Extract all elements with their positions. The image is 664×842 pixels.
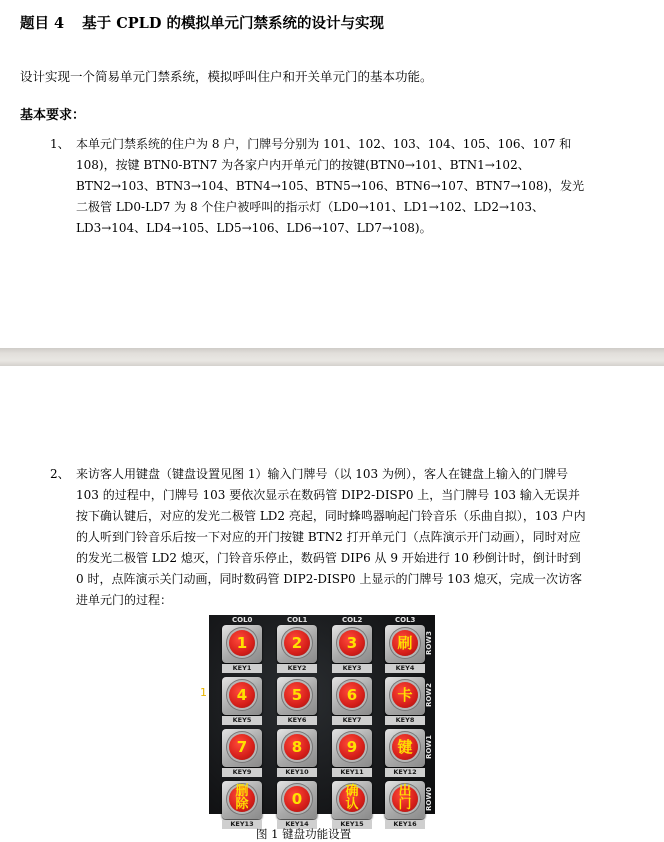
- key-label: 4: [236, 686, 248, 704]
- keypad-photo: [209, 615, 435, 828]
- keypad-key: [277, 729, 317, 767]
- column-label: COL0: [232, 616, 253, 624]
- keypad-key: [277, 781, 317, 819]
- key-label: 7: [236, 738, 248, 756]
- row-label: ROW0: [425, 787, 433, 811]
- key-label: 刷: [397, 634, 413, 652]
- key-label: 6: [346, 686, 358, 704]
- stray-mark: 1: [200, 686, 207, 699]
- key-name-plate: KEY16: [385, 820, 425, 829]
- item-text: 来访客人用键盘（键盘设置见图 1）输入门牌号（以 103 为例），客人在键盘上输入的门牌号 103 的过程中，门牌号 103 要依次显示在数码管 DIP2-DISP0 上，当门牌号 103 输入无误并按下确认键后，对应的发光二极管 LD2 亮起，同时蜂鸣器响起门铃音乐（乐曲自拟），103 户内的人听到门铃音乐后按一下对应的开门按键 BTN2 打开单元门（点阵演示开门动画），同时对应的发光二极管 LD2 熄灭，门铃音乐停止，数码管 DIP6 从 9 开始进行 10 秒倒计时，倒计时到 0 时，点阵演示关门动画，同时数码管 DIP2-DISP0 上显示的门牌号 103 熄灭，完成一次访客进单元门的过程：: [76, 467, 586, 607]
- keypad-key: [385, 729, 425, 767]
- key-name-plate: KEY1: [222, 664, 262, 673]
- key-label: 删 除: [235, 784, 249, 812]
- key-label: 8: [291, 738, 303, 756]
- key-label: 2: [291, 634, 303, 652]
- keypad-key: [332, 781, 372, 819]
- keypad-key: [222, 677, 262, 715]
- page-separator: [0, 348, 664, 366]
- document-page-2: [0, 366, 664, 841]
- keypad-key: [277, 625, 317, 663]
- key-label: 0: [291, 790, 303, 808]
- key-name-plate: KEY10: [277, 768, 317, 777]
- row-label: ROW1: [425, 735, 433, 759]
- row-label: ROW3: [425, 631, 433, 655]
- key-label: 9: [346, 738, 358, 756]
- keypad-key: [277, 677, 317, 715]
- key-name-plate: KEY14: [277, 820, 317, 829]
- key-name-plate: KEY13: [222, 820, 262, 829]
- key-label: 3: [346, 634, 358, 652]
- key-label: 卡: [397, 686, 413, 704]
- keypad-key: [332, 625, 372, 663]
- key-name-plate: KEY2: [277, 664, 317, 673]
- column-label: COL2: [342, 616, 363, 624]
- key-label: 5: [291, 686, 303, 704]
- document-page-1: [0, 0, 664, 348]
- key-label: 确 认: [345, 784, 359, 812]
- figure-caption: 图 1 键盘功能设置: [256, 827, 352, 841]
- keypad-key: [222, 729, 262, 767]
- column-label: COL3: [395, 616, 416, 624]
- key-name-plate: KEY7: [332, 716, 372, 725]
- keypad-key: [332, 729, 372, 767]
- column-label: COL1: [287, 616, 308, 624]
- key-label: 键: [397, 738, 413, 756]
- key-name-plate: KEY9: [222, 768, 262, 777]
- key-label: 出 门: [398, 784, 412, 812]
- key-label: 1: [236, 634, 248, 652]
- keypad-key: [332, 677, 372, 715]
- keypad-key: [385, 781, 425, 819]
- item-marker: 1、: [50, 137, 70, 151]
- keypad-key: [222, 781, 262, 819]
- keypad-key: [385, 625, 425, 663]
- title-number: 题目 4: [20, 15, 65, 32]
- key-name-plate: KEY5: [222, 716, 262, 725]
- key-name-plate: KEY4: [385, 664, 425, 673]
- key-name-plate: KEY3: [332, 664, 372, 673]
- keypad-key: [222, 625, 262, 663]
- key-name-plate: KEY12: [385, 768, 425, 777]
- key-name-plate: KEY8: [385, 716, 425, 725]
- title-text: 基于 CPLD 的模拟单元门禁系统的设计与实现: [82, 15, 384, 32]
- key-name-plate: KEY15: [332, 820, 372, 829]
- keypad-key: [385, 677, 425, 715]
- key-name-plate: KEY11: [332, 768, 372, 777]
- item-text: 本单元门禁系统的住户为 8 户，门牌号分别为 101、102、103、104、105、106、107 和 108)，按键 BTN0-BTN7 为各家户内开单元门的按键(BTN0→101、BTN1→102、BTN2→103、BTN3→104、BTN4→105、BTN5→106、BTN6→107、BTN7→108)，发光二极管 LD0-LD7 为 8 个住户被呼叫的指示灯（LD0→101、LD1→102、LD2→103、LD3→104、LD4→105、LD5→106、LD6→107、LD7→108)。: [76, 137, 585, 235]
- page-title: [20, 12, 384, 33]
- key-name-plate: KEY6: [277, 716, 317, 725]
- requirements-heading: 基本要求：: [20, 108, 86, 123]
- requirement-item-2: [50, 464, 590, 611]
- item-marker: 2、: [50, 467, 70, 481]
- row-label: ROW2: [425, 683, 433, 707]
- requirement-item-1: [50, 134, 590, 239]
- intro-paragraph: 设计实现一个简易单元门禁系统，模拟呼叫住户和开关单元门的基本功能。: [20, 69, 433, 84]
